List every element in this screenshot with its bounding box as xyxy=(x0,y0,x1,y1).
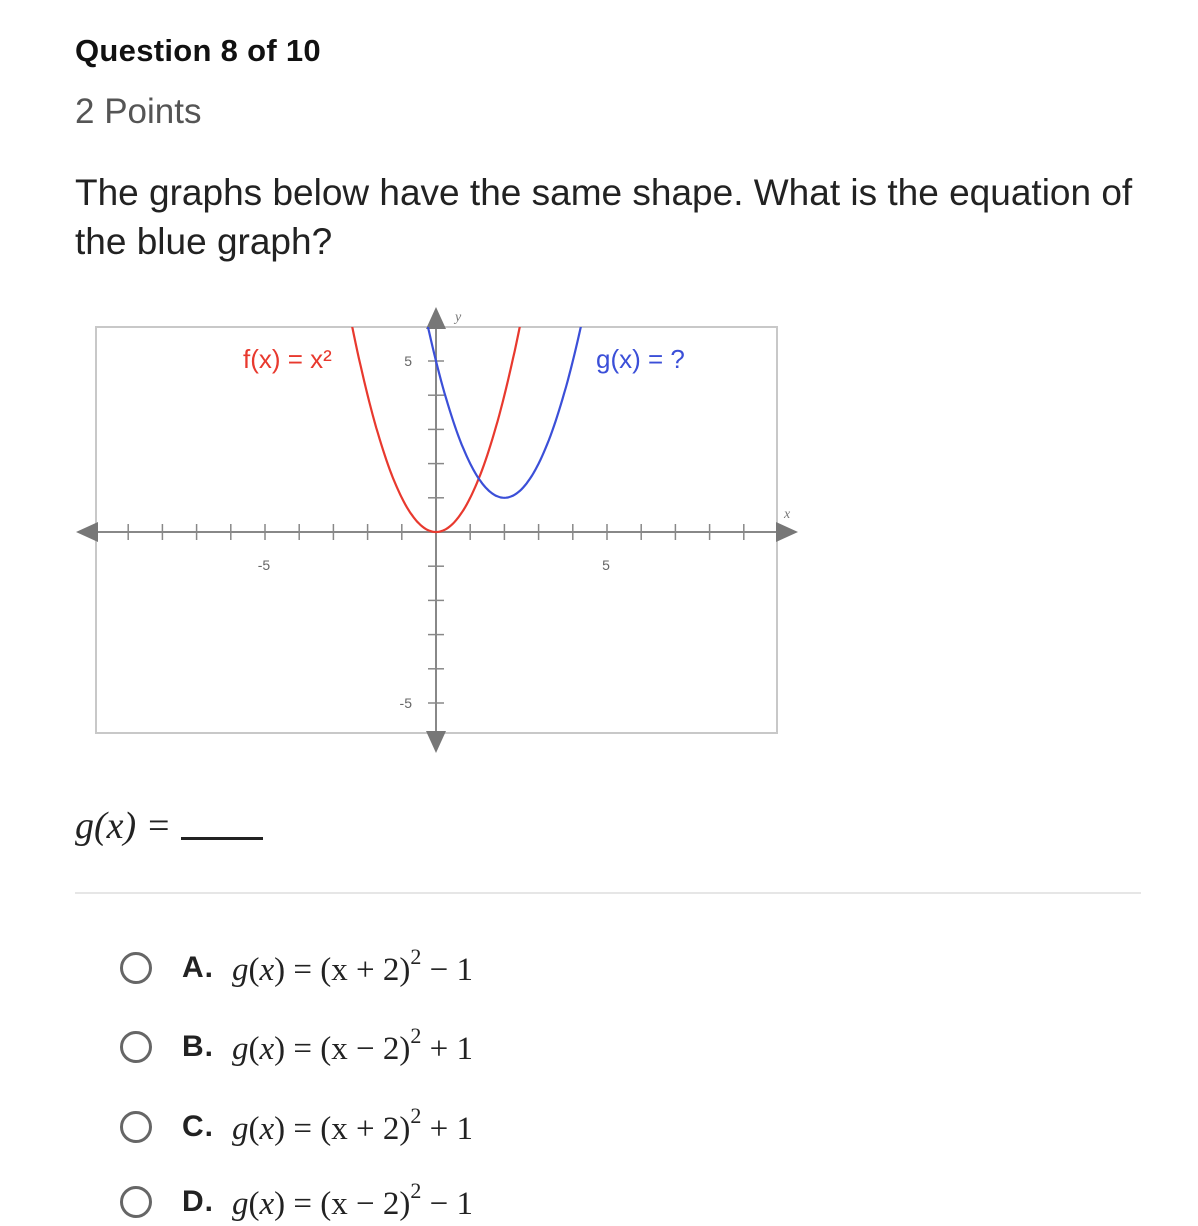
x-tick-neg-label: -5 xyxy=(257,557,271,573)
y-axis-up-arrow xyxy=(426,307,446,329)
choice-d[interactable] xyxy=(120,1178,473,1226)
x-axis-right-arrow xyxy=(776,522,798,542)
choice-c[interactable] xyxy=(120,1103,473,1151)
question-prompt: The graphs below have the same shape. What is the equation of the blue graph? xyxy=(75,172,1133,262)
choice-equation: $g(x) = (x + 2)^2 - 1$ xyxy=(232,943,473,988)
y-axis-down-arrow xyxy=(426,731,446,753)
radio-button-a[interactable] xyxy=(120,952,152,984)
answer-prefix: g(x) = xyxy=(75,805,172,847)
choice-letter: A. xyxy=(182,951,214,984)
y-axis-label: y xyxy=(455,310,462,325)
y-tick-neg-label: -5 xyxy=(399,695,412,711)
divider xyxy=(75,892,1141,894)
radio-button-b[interactable] xyxy=(120,1031,152,1063)
choice-a[interactable] xyxy=(120,944,473,992)
radio-button-d[interactable] xyxy=(120,1186,152,1218)
x-axis-left-arrow xyxy=(76,522,98,542)
points-label: 2 Points xyxy=(75,92,202,131)
x-tick-pos-label: 5 xyxy=(602,557,610,573)
choice-b[interactable] xyxy=(120,1023,473,1071)
choice-letter: C. xyxy=(182,1110,214,1143)
choice-equation: $g(x) = (x - 2)^2 - 1$ xyxy=(232,1177,473,1222)
answer-prompt xyxy=(75,804,263,848)
blue-curve-label: g(x) = ? xyxy=(596,344,685,374)
radio-button-c[interactable] xyxy=(120,1111,152,1143)
x-axis-label: x xyxy=(784,507,791,522)
choice-letter: B. xyxy=(182,1030,214,1063)
y-tick-pos-label: 5 xyxy=(404,353,412,369)
red-curve-label: f(x) = x² xyxy=(243,344,332,374)
question-header: Question 8 of 10 xyxy=(75,33,321,68)
choice-letter: D. xyxy=(182,1185,214,1218)
answer-blank xyxy=(181,837,263,840)
choice-equation: $g(x) = (x - 2)^2 + 1$ xyxy=(232,1022,473,1067)
choice-equation: $g(x) = (x + 2)^2 + 1$ xyxy=(232,1102,473,1147)
